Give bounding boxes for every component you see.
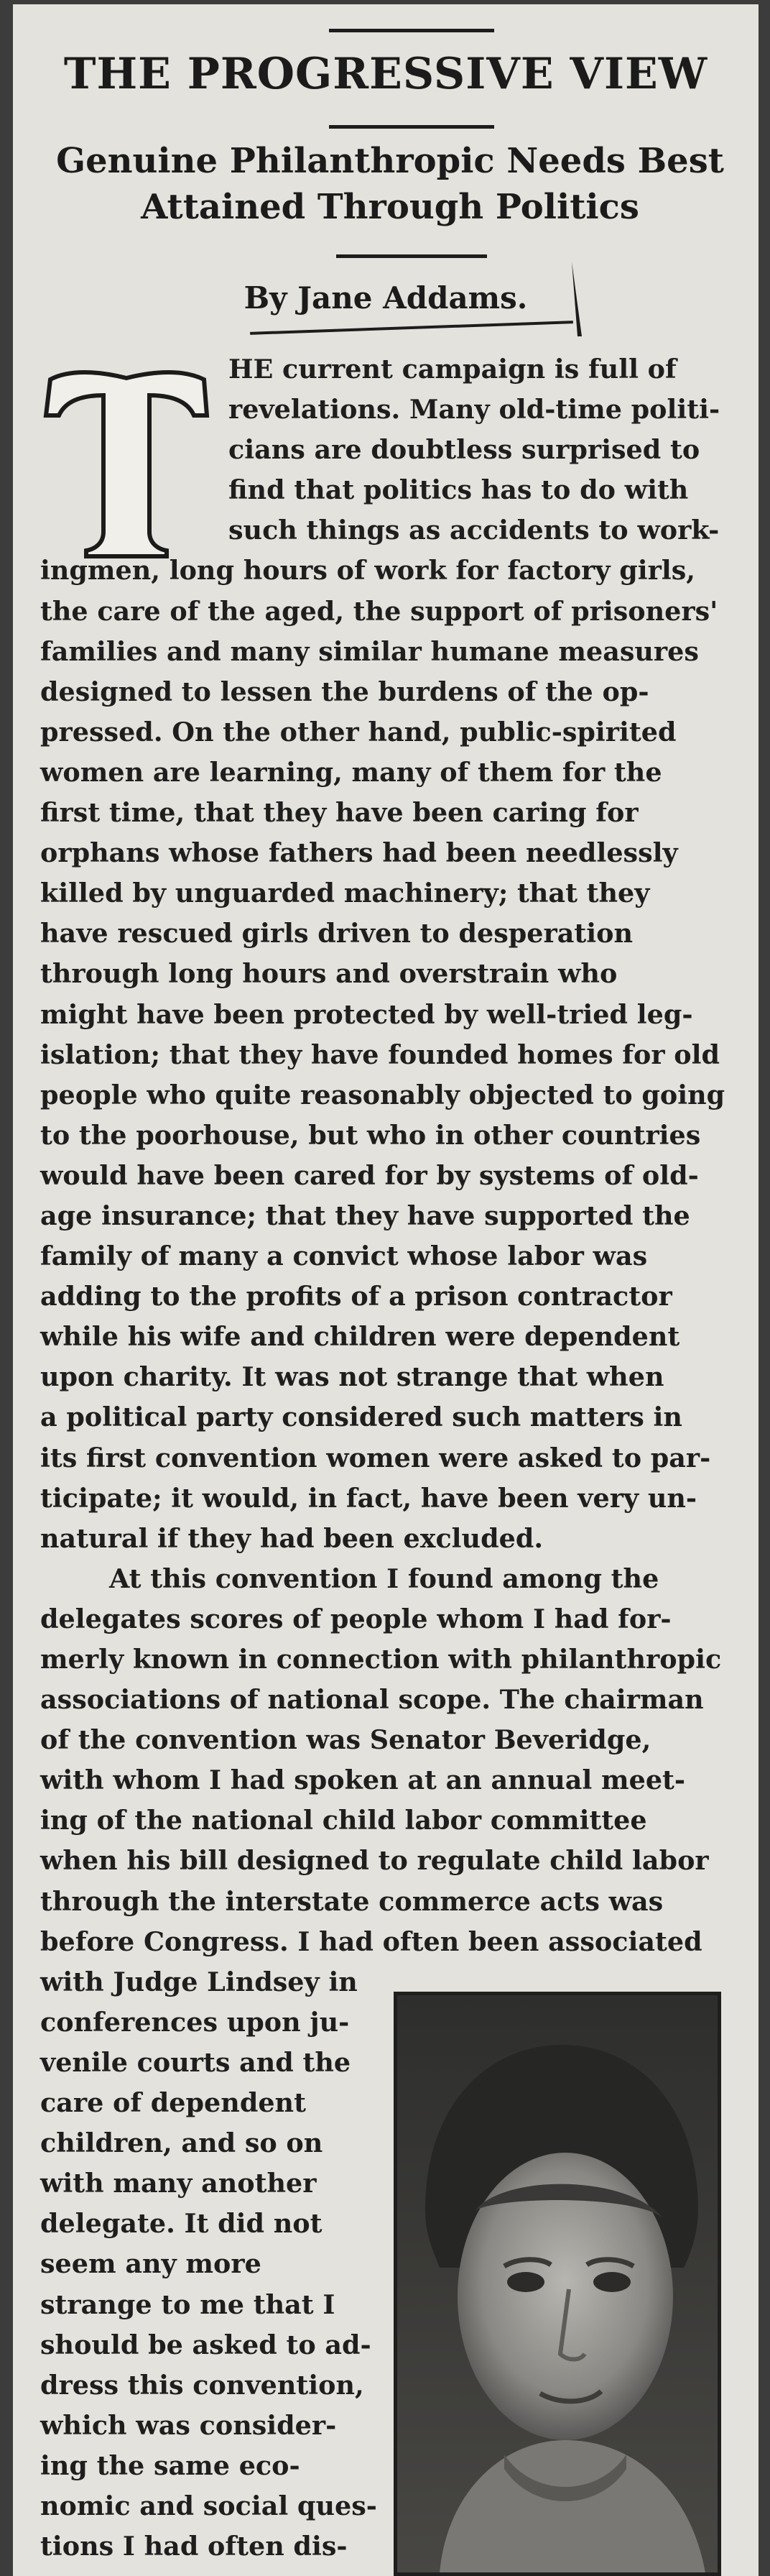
body-line: women are learning, many of them for the: [40, 756, 662, 788]
body-line: to the poorhouse, but who in other countries: [40, 1119, 701, 1151]
body-line: venile courts and the: [40, 2046, 351, 2078]
body-line: would have been cared for by systems of old-: [40, 1159, 699, 1191]
body-line: first time, that they have been caring for: [40, 797, 639, 829]
body-line: family of many a convict whose labor was: [40, 1241, 648, 1272]
body-line: cians are doubtless surprised to: [228, 434, 700, 466]
body-line: delegates scores of people whom I had for-: [40, 1603, 672, 1634]
body-line: its first convention women were asked to par-: [40, 1442, 711, 1473]
body-line: when his bill designed to regulate child labor: [40, 1845, 709, 1877]
byline-underline: [250, 321, 573, 335]
portrait-photo: [394, 1992, 721, 2576]
body-line: seem any more: [40, 2248, 261, 2280]
body-line: revelations. Many old-time politi-: [228, 394, 720, 426]
body-line: natural if they had been excluded.: [40, 1522, 544, 1554]
newspaper-column: [13, 4, 759, 2576]
body-line: nomic and social ques-: [40, 2490, 377, 2521]
body-line: find that politics has to do with: [228, 474, 689, 506]
body-line: islation; that they have founded homes for old: [40, 1039, 720, 1070]
body-line: strange to me that I: [40, 2288, 335, 2320]
body-line: such things as accidents to work-: [228, 515, 720, 546]
body-line: dress this convention,: [40, 2369, 364, 2401]
body-line: people who quite reasonably objected to going: [40, 1079, 725, 1110]
kicker-rule: [329, 125, 494, 129]
body-line: care of dependent: [40, 2087, 306, 2119]
body-line: should be asked to ad-: [40, 2329, 371, 2360]
body-line: age insurance; that they have supported the: [40, 1200, 690, 1231]
body-line: delegate. It did not: [40, 2208, 323, 2240]
byline: By Jane Addams.: [243, 280, 528, 316]
body-line: orphans whose fathers had been needlessly: [40, 837, 678, 869]
body-line: killed by unguarded machinery; that they: [40, 878, 650, 909]
headline-line: Genuine Philanthropic Needs Best: [56, 141, 724, 181]
body-line: upon charity. It was not strange that when: [40, 1361, 664, 1393]
top-rule: [329, 29, 494, 32]
body-line: adding to the profits of a prison contractor: [40, 1281, 672, 1312]
portrait-image: [396, 1995, 718, 2573]
body-line: children, and so on: [40, 2128, 323, 2159]
body-line: while his wife and children were dependent: [40, 1321, 680, 1353]
body-line: ticipate; it would, in fact, have been very un-: [40, 1482, 697, 1514]
body-line: HE current campaign is full of: [228, 354, 677, 385]
body-line: pressed. On the other hand, public-spirited: [40, 716, 677, 748]
column-kicker: THE PROGRESSIVE VIEW: [63, 49, 708, 99]
body-line: the care of the aged, the support of prisoners': [40, 595, 718, 627]
body-line: tions I had often dis-: [40, 2531, 348, 2562]
body-line: At this convention I found among the: [109, 1563, 659, 1594]
body-line: have rescued girls driven to desperation: [40, 918, 634, 949]
body-line: ing the same eco-: [40, 2450, 300, 2481]
body-line: designed to lessen the burdens of the op-: [40, 676, 649, 707]
byline-flourish: [569, 262, 585, 341]
body-line: through the interstate commerce acts was: [40, 1885, 664, 1917]
body-line: ingmen, long hours of work for factory girls,: [40, 555, 696, 586]
body-line: a political party considered such matters in: [40, 1402, 682, 1433]
body-line: with Judge Lindsey in: [40, 1966, 358, 1997]
body-line: which was consider-: [40, 2409, 337, 2441]
body-line: with many another: [40, 2168, 317, 2199]
body-line: of the convention was Senator Beveridge,: [40, 1724, 651, 1756]
body-line: families and many similar humane measures: [40, 635, 699, 667]
body-line: merly known in connection with philanthropic: [40, 1644, 722, 1675]
body-line: associations of national scope. The chairman: [40, 1684, 704, 1716]
body-line: ing of the national child labor committee: [40, 1805, 647, 1836]
headline-rule: [336, 254, 487, 258]
body-line: with whom I had spoken at an annual meet-: [40, 1765, 686, 1796]
body-line: before Congress. I had often been associated: [40, 1926, 702, 1957]
body-line: might have been protected by well-tried leg-: [40, 998, 693, 1030]
body-line: through long hours and overstrain who: [40, 958, 618, 990]
body-line: conferences upon ju-: [40, 2006, 350, 2038]
headline-line: Attained Through Politics: [141, 187, 639, 227]
headline: [27, 138, 753, 230]
